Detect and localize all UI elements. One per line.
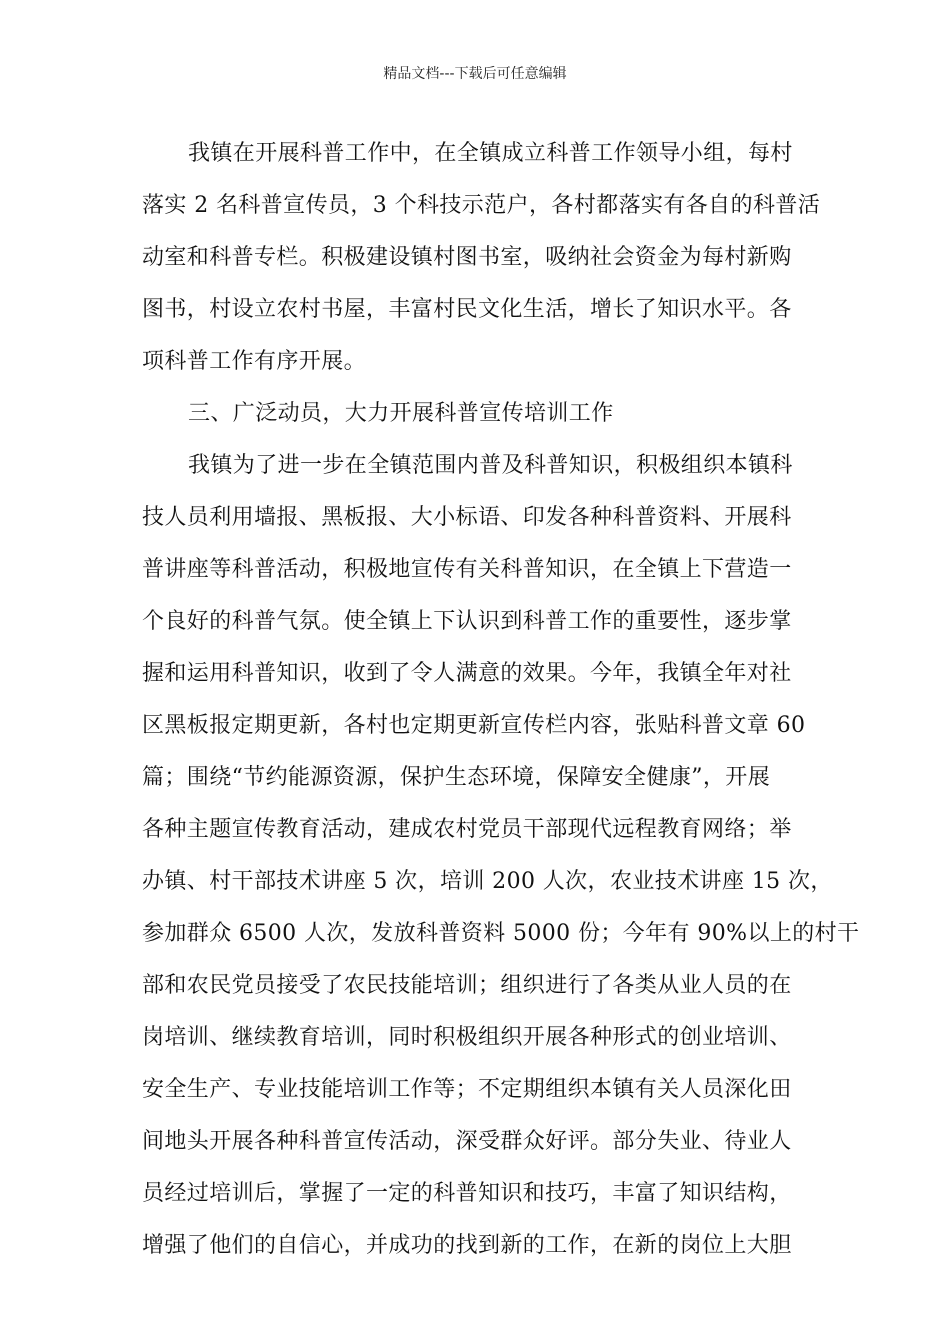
body-text — [142, 128, 860, 1272]
paragraph-line: 篇；围绕“节约能源资源，保护生态环境，保障安全健康”，开展 — [142, 765, 771, 790]
paragraph-line: 我镇在开展科普工作中，在全镇成立科普工作领导小组，每村 — [188, 141, 793, 166]
paragraph-line: 各种主题宣传教育活动，建成农村党员干部现代远程教育网络；举 — [142, 817, 792, 842]
section-heading: 三、广泛动员，大力开展科普宣传培训工作 — [188, 401, 614, 426]
page-header: 精品文档---下载后可任意编辑 — [383, 66, 567, 82]
paragraph-line: 落实 2 名科普宣传员，3 个科技示范户，各村都落实有各自的科普活 — [142, 193, 821, 218]
paragraph-line: 技人员利用墙报、黑板报、大小标语、印发各种科普资料、开展科 — [142, 505, 792, 530]
paragraph-line: 动室和科普专栏。积极建设镇村图书室，吸纳社会资金为每村新购 — [142, 245, 792, 270]
paragraph-line: 普讲座等科普活动，积极地宣传有关科普知识，在全镇上下营造一 — [142, 557, 792, 582]
paragraph-line: 项科普工作有序开展。 — [142, 349, 367, 374]
paragraph-line: 员经过培训后，掌握了一定的科普知识和技巧，丰富了知识结构， — [142, 1181, 792, 1206]
paragraph-line: 我镇为了进一步在全镇范围内普及科普知识，积极组织本镇科 — [188, 453, 793, 478]
paragraph-line: 个良好的科普气氛。使全镇上下认识到科普工作的重要性，逐步掌 — [142, 609, 792, 634]
paragraph-line: 区黑板报定期更新，各村也定期更新宣传栏内容，张贴科普文章 60 — [142, 713, 806, 738]
paragraph-line: 岗培训、继续教育培训，同时积极组织开展各种形式的创业培训、 — [142, 1025, 792, 1050]
paragraph-line: 参加群众 6500 人次，发放科普资料 5000 份；今年有 90%以上的村干 — [142, 921, 860, 946]
paragraph-line: 部和农民党员接受了农民技能培训；组织进行了各类从业人员的在 — [142, 973, 792, 998]
paragraph-line: 间地头开展各种科普宣传活动，深受群众好评。部分失业、待业人 — [142, 1129, 792, 1154]
paragraph-line: 增强了他们的自信心，并成功的找到新的工作，在新的岗位上大胆 — [142, 1233, 792, 1258]
paragraph-line: 握和运用科普知识，收到了令人满意的效果。今年，我镇全年对社 — [142, 661, 792, 686]
paragraph-line: 安全生产、专业技能培训工作等；不定期组织本镇有关人员深化田 — [142, 1077, 792, 1102]
paragraph-line: 办镇、村干部技术讲座 5 次，培训 200 人次，农业技术讲座 15 次， — [142, 869, 833, 894]
paragraph-line: 图书，村设立农村书屋，丰富村民文化生活，增长了知识水平。各 — [142, 297, 792, 322]
